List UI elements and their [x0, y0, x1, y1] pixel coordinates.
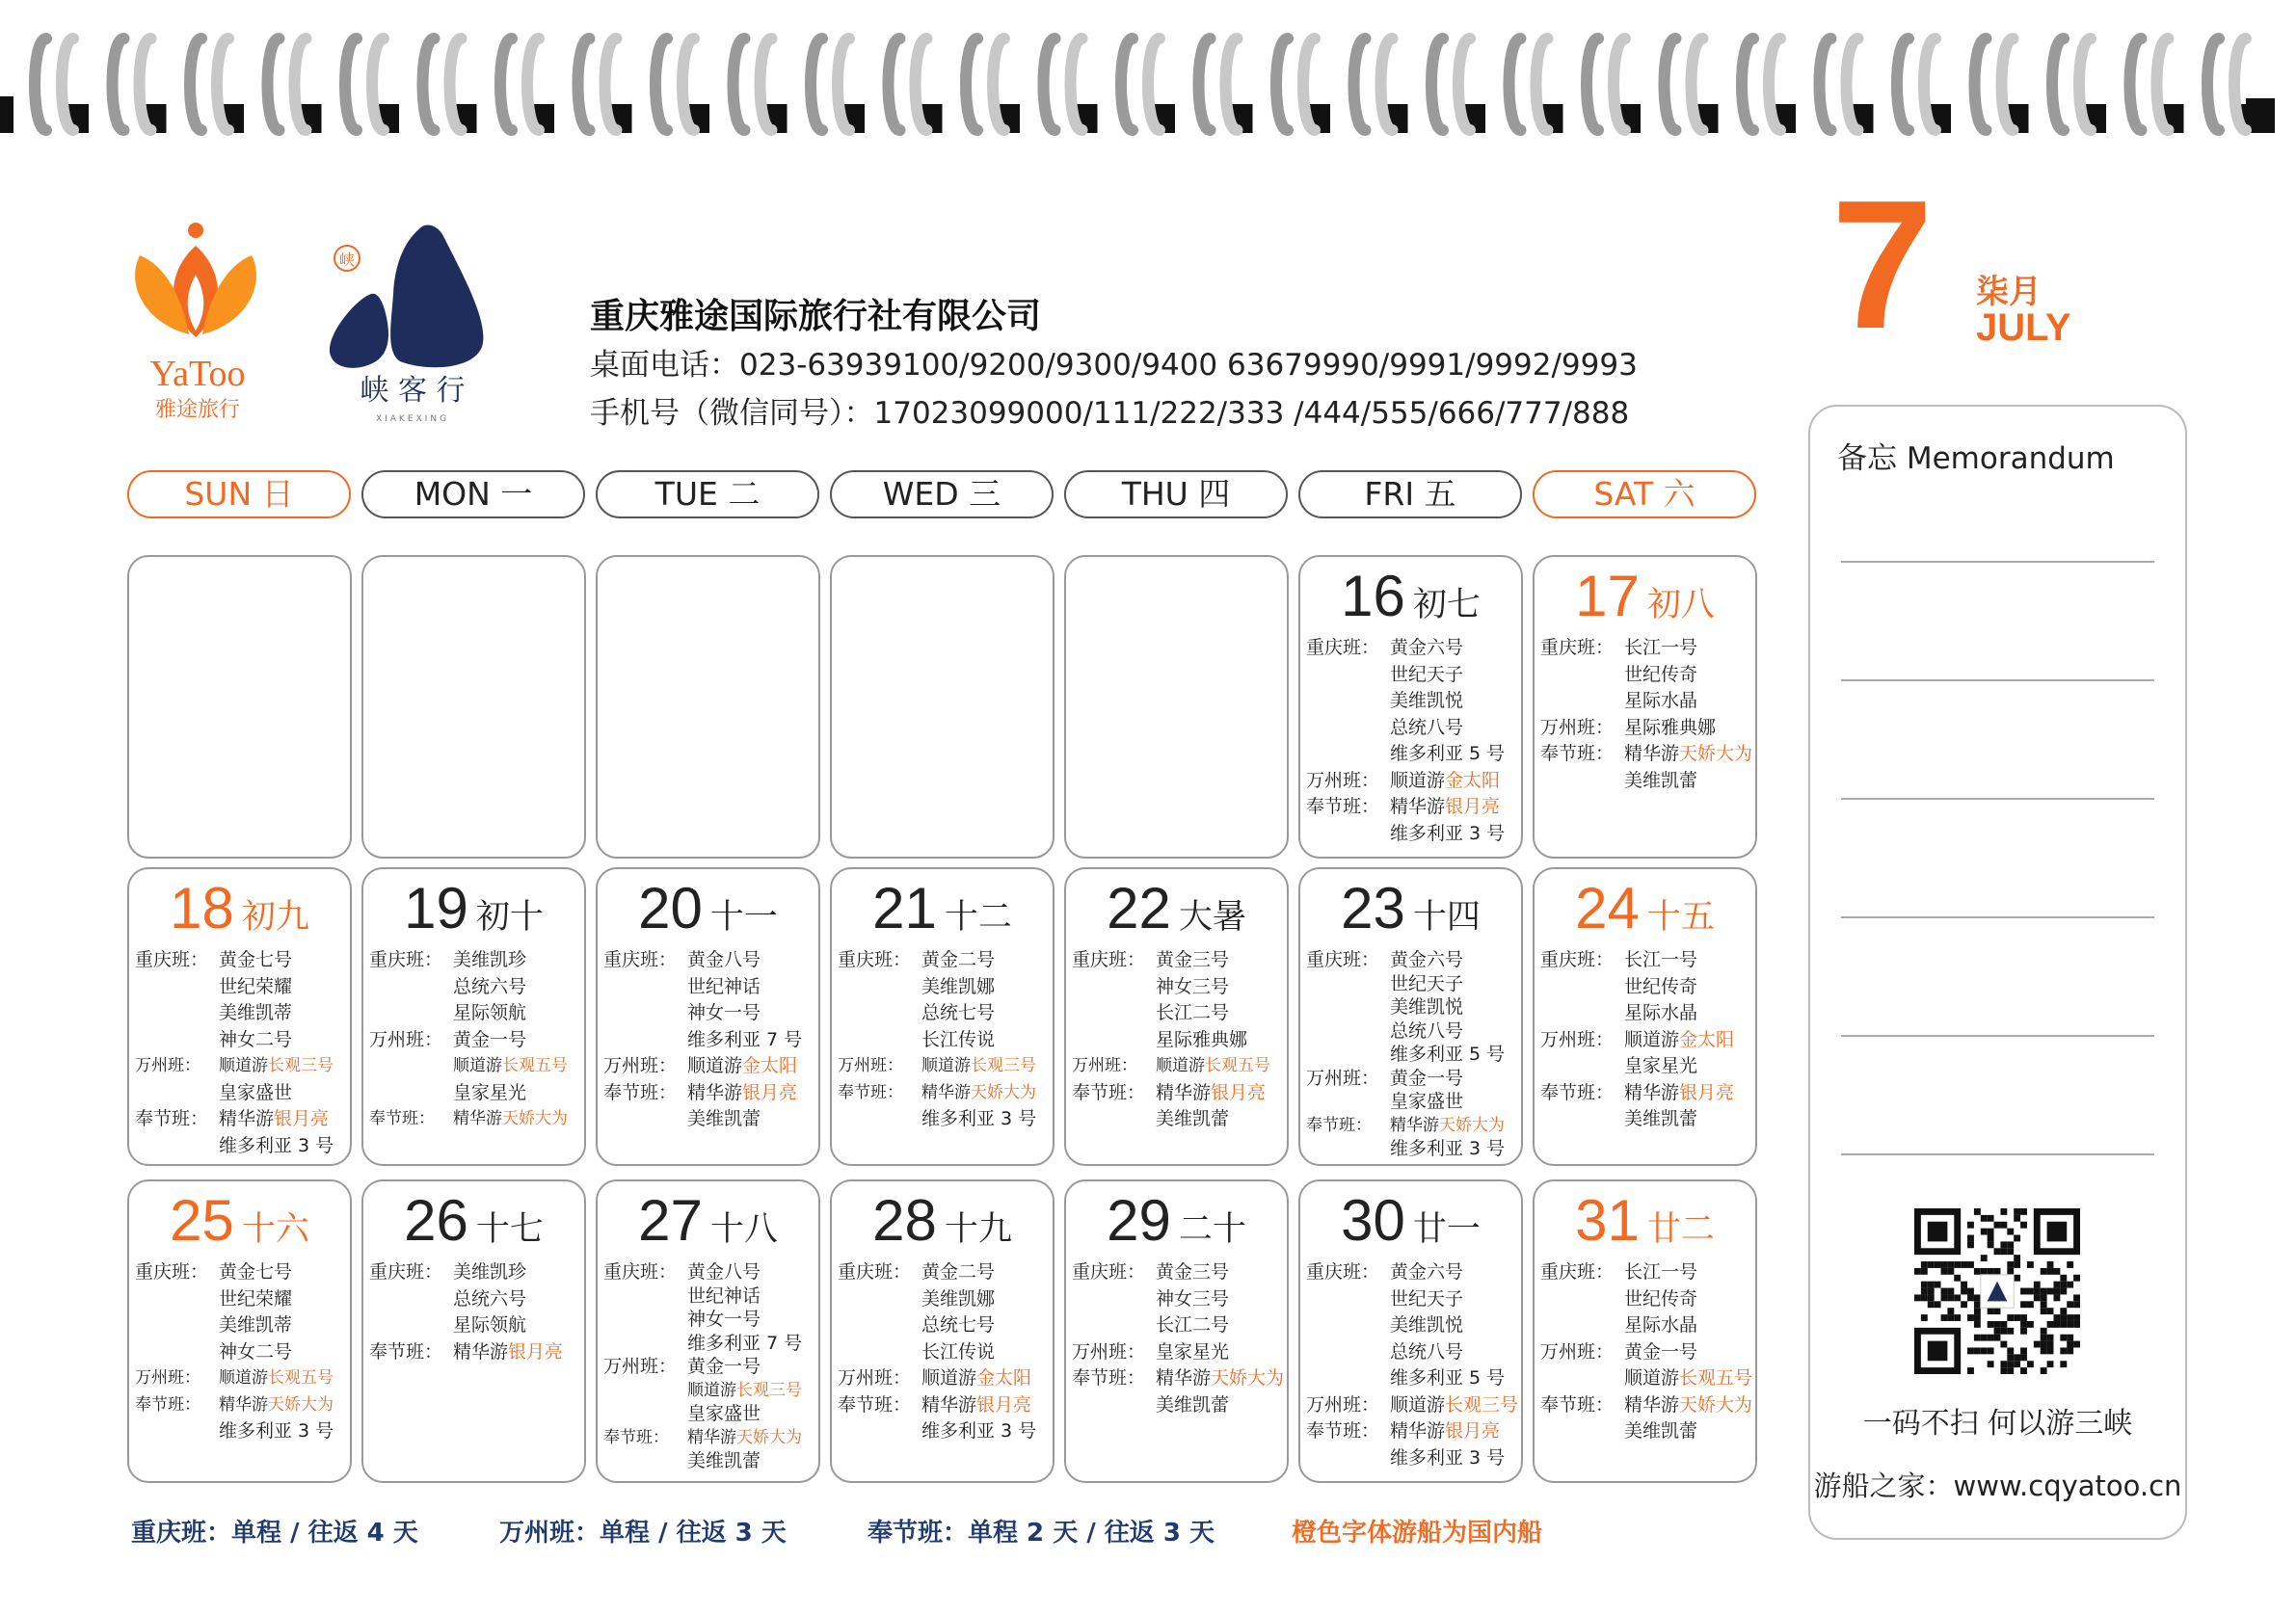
- ship-name: 顺道游金太阳: [687, 1055, 798, 1076]
- ship-name: 精华游天娇大为: [453, 1109, 568, 1128]
- route-label: 重庆班：: [838, 949, 912, 970]
- ship-name: 皇家星光: [1156, 1340, 1230, 1363]
- ship-name: 星际雅典娜: [1156, 1028, 1248, 1050]
- ship-name: 皇家盛世: [687, 1403, 761, 1424]
- ship-name: 维多利亚 3 号: [921, 1420, 1037, 1442]
- day-header: [129, 875, 350, 941]
- ship-name: 精华游银月亮: [1156, 1081, 1267, 1103]
- route-label: 万州班：: [603, 1055, 678, 1076]
- route-label: 奉节班：: [135, 1108, 209, 1129]
- ship-name: 世纪传奇: [1624, 1287, 1698, 1310]
- route-label: 重庆班：: [838, 1261, 912, 1283]
- route-label: 重庆班：: [1306, 1261, 1380, 1283]
- route-label: 重庆班：: [135, 949, 209, 970]
- ship-name: 黄金二号: [921, 1261, 996, 1283]
- ship-name: 黄金七号: [219, 949, 293, 970]
- route-label: 万州班：: [135, 1368, 200, 1388]
- day-number: 25: [170, 1188, 234, 1253]
- route-label: 万州班：: [603, 1356, 678, 1377]
- ship-name: 精华游天娇大为: [219, 1394, 334, 1415]
- route-label: 奉节班：: [1540, 743, 1615, 764]
- ship-name: 美维凯蕾: [1624, 1420, 1698, 1442]
- route-label: 重庆班：: [1072, 1261, 1146, 1283]
- ship-name: 星际雅典娜: [1624, 716, 1717, 738]
- day-header: [1535, 563, 1755, 629]
- ship-name: 长江传说: [921, 1028, 996, 1050]
- ship-name: 顺道游金太阳: [1624, 1028, 1735, 1050]
- day-number: 24: [1575, 876, 1640, 940]
- ship-name: 黄金六号: [1390, 1261, 1464, 1283]
- route-label: 重庆班：: [603, 1261, 678, 1283]
- ship-name: 神女二号: [219, 1028, 293, 1050]
- route-label: 万州班：: [1306, 1067, 1380, 1089]
- lunar-date: 二十: [1178, 1210, 1246, 1249]
- lunar-date: 十六: [241, 1210, 309, 1249]
- day-cell-31: [1533, 1179, 1757, 1483]
- ship-name: 顺道游长观五号: [1156, 1056, 1270, 1075]
- ship-name: 黄金三号: [1156, 949, 1230, 970]
- ship-name: 维多利亚 5 号: [1390, 743, 1506, 764]
- ship-name: 黄金二号: [921, 949, 996, 970]
- ship-name: 精华游天娇大为: [1390, 1115, 1505, 1135]
- weekday-wed: WED 三: [830, 470, 1054, 518]
- empty-day-cell: [361, 555, 586, 859]
- ship-name: 美维凯蒂: [219, 1314, 293, 1336]
- ship-name: 精华游天娇大为: [1156, 1367, 1285, 1389]
- ship-name: 顺道游金太阳: [1390, 769, 1501, 791]
- month-chinese: 柒月: [1976, 273, 2042, 311]
- ship-name: 美维凯娜: [921, 1287, 996, 1310]
- empty-day-cell: [1064, 555, 1289, 859]
- day-number: 27: [638, 1188, 703, 1253]
- ship-name: 皇家盛世: [1390, 1091, 1464, 1112]
- route-label: 重庆班：: [1540, 637, 1615, 658]
- day-header: [363, 875, 584, 941]
- ship-name: 神女三号: [1156, 975, 1230, 997]
- route-label: 奉节班：: [838, 1393, 912, 1416]
- ship-name: 黄金六号: [1390, 949, 1464, 970]
- day-number: 18: [170, 876, 234, 940]
- route-label: 奉节班：: [369, 1340, 443, 1363]
- memo-title: 备忘 Memorandum: [1837, 441, 2115, 476]
- day-number: 17: [1575, 564, 1640, 628]
- lunar-date: 廿一: [1412, 1210, 1481, 1249]
- day-cell-26: [361, 1179, 586, 1483]
- website-link[interactable]: 游船之家：www.cqyatoo.cn: [1813, 1469, 2182, 1502]
- ship-name: 维多利亚 7 号: [687, 1332, 803, 1354]
- ship-name: 顺道游长观五号: [453, 1056, 568, 1075]
- day-cell-16: [1298, 555, 1523, 859]
- ship-name: 星际领航: [453, 1002, 527, 1023]
- route-label: 万州班：: [1540, 716, 1615, 738]
- footer-fengjie-route: 奉节班：单程 2 天 / 往返 3 天: [868, 1519, 1215, 1548]
- ship-name: 总统八号: [1390, 1019, 1464, 1042]
- lunar-date: 初十: [475, 898, 544, 937]
- ship-name: 总统八号: [1390, 1340, 1464, 1363]
- route-label: 重庆班：: [1540, 1261, 1615, 1283]
- ship-name: 皇家星光: [453, 1081, 527, 1103]
- month-number: 7: [1831, 163, 1934, 367]
- svg-text:峡 客 行: 峡 客 行: [360, 374, 466, 408]
- ship-name: 长江一号: [1624, 637, 1698, 658]
- ship-name: 世纪神话: [687, 1284, 761, 1307]
- route-label: 万州班：: [1540, 1340, 1615, 1363]
- day-header: [1535, 875, 1755, 941]
- ship-name: 神女三号: [1156, 1287, 1230, 1310]
- route-label: 奉节班：: [369, 1109, 435, 1128]
- ship-name: 皇家星光: [1624, 1055, 1698, 1076]
- route-label: 重庆班：: [369, 949, 443, 970]
- ship-name: 美维凯娜: [921, 975, 996, 997]
- route-label: 奉节班：: [1540, 1081, 1615, 1103]
- empty-day-cell: [127, 555, 352, 859]
- ship-name: 顺道游金太阳: [921, 1367, 1032, 1389]
- route-label: 万州班：: [838, 1367, 912, 1389]
- ship-name: 总统七号: [921, 1002, 996, 1023]
- day-header: [1066, 1187, 1287, 1254]
- route-label: 万州班：: [135, 1056, 200, 1075]
- route-label: 奉节班：: [603, 1427, 669, 1447]
- route-label: 奉节班：: [1072, 1081, 1146, 1103]
- ship-name: 长江一号: [1624, 1261, 1698, 1283]
- weekday-sat: SAT 六: [1533, 470, 1756, 518]
- route-label: 奉节班：: [838, 1082, 903, 1102]
- ship-name: 维多利亚 3 号: [1390, 1446, 1506, 1469]
- route-label: 万州班：: [1540, 1028, 1615, 1050]
- ship-name: 世纪荣耀: [219, 975, 293, 997]
- month-english: JULY: [1976, 306, 2071, 349]
- ship-name: 世纪神话: [687, 975, 761, 997]
- route-label: 万州班：: [1306, 1393, 1380, 1416]
- day-cell-22: [1064, 867, 1289, 1166]
- ship-name: 维多利亚 5 号: [1390, 1367, 1506, 1389]
- ship-name: 精华游天娇大为: [1624, 743, 1753, 764]
- lunar-date: 十五: [1646, 898, 1715, 937]
- day-cell-17: [1533, 555, 1757, 859]
- ship-name: 黄金一号: [1390, 1067, 1464, 1089]
- ship-name: 黄金一号: [1624, 1340, 1698, 1363]
- ship-name: 维多利亚 3 号: [1390, 1138, 1506, 1159]
- ship-name: 黄金六号: [1390, 637, 1464, 658]
- ship-name: 总统六号: [453, 975, 527, 997]
- day-number: 29: [1107, 1188, 1171, 1253]
- route-label: 重庆班：: [1306, 637, 1380, 658]
- footer-note: 橙色字体游船为国内船: [1292, 1519, 1543, 1548]
- weekday-thu: THU 四: [1064, 470, 1288, 518]
- route-label: 奉节班：: [1306, 1115, 1372, 1135]
- day-header: [363, 1187, 584, 1254]
- route-label: 奉节班：: [603, 1081, 678, 1103]
- lunar-date: 十一: [709, 898, 778, 937]
- route-label: 重庆班：: [135, 1261, 209, 1283]
- route-label: 重庆班：: [603, 949, 678, 970]
- ship-name: 美维凯珍: [453, 1261, 527, 1283]
- day-cell-20: [596, 867, 820, 1166]
- ship-name: 世纪天子: [1390, 972, 1464, 994]
- weekday-fri: FRI 五: [1298, 470, 1522, 518]
- mobile-phone: 手机号（微信同号）：17023099000/111/222/333 /444/555/666/777/888: [590, 396, 1630, 431]
- svg-text:雅途旅行: 雅途旅行: [154, 398, 241, 422]
- day-number: 22: [1107, 876, 1171, 940]
- route-label: 奉节班：: [135, 1394, 200, 1415]
- day-cell-30: [1298, 1179, 1523, 1483]
- ship-name: 美维凯悦: [1390, 996, 1464, 1018]
- route-label: 万州班：: [1072, 1340, 1146, 1363]
- lunar-date: 大暑: [1178, 898, 1246, 937]
- qr-caption: 一码不扫 何以游三峡: [1862, 1407, 2133, 1441]
- day-header: [598, 875, 818, 941]
- ship-name: 精华游银月亮: [1390, 796, 1501, 817]
- route-label: 万州班：: [1072, 1056, 1137, 1075]
- desk-phone: 桌面电话：023-63939100/9200/9300/9400 63679990/9991/9992/9993: [590, 348, 1638, 383]
- ship-name: 黄金八号: [687, 1261, 761, 1283]
- footer-wanzhou-route: 万州班：单程 / 往返 3 天: [499, 1519, 787, 1548]
- ship-name: 顺道游长观三号: [219, 1056, 334, 1075]
- ship-name: 世纪传奇: [1624, 663, 1698, 685]
- empty-day-cell: [596, 555, 820, 859]
- ship-name: 长江传说: [921, 1340, 996, 1363]
- lunar-date: 初九: [241, 898, 309, 937]
- ship-name: 黄金七号: [219, 1261, 293, 1283]
- ship-name: 神女一号: [687, 1309, 761, 1330]
- footer-chongqing-route: 重庆班：单程 / 往返 4 天: [131, 1519, 418, 1548]
- yatoo-logo: [125, 217, 270, 429]
- company-name: 重庆雅途国际旅行社有限公司: [590, 297, 1042, 336]
- day-header: [1300, 1187, 1521, 1254]
- ship-name: 总统八号: [1390, 716, 1464, 738]
- route-label: 奉节班：: [1306, 796, 1380, 817]
- route-label: 万州班：: [1306, 769, 1380, 791]
- day-cell-27: [596, 1179, 820, 1483]
- ship-name: 美维凯悦: [1390, 690, 1464, 711]
- xiakexing-logo: [318, 217, 511, 429]
- ship-name: 维多利亚 3 号: [219, 1134, 334, 1156]
- ship-name: 总统七号: [921, 1314, 996, 1336]
- memo-panel: [1808, 405, 2187, 1540]
- route-label: 万州班：: [838, 1056, 903, 1075]
- ship-name: 维多利亚 5 号: [1390, 1044, 1506, 1065]
- day-number: 26: [404, 1188, 468, 1253]
- weekday-sun: SUN 日: [127, 470, 351, 518]
- day-cell-29: [1064, 1179, 1289, 1483]
- lunar-date: 初七: [1412, 586, 1481, 624]
- day-cell-23: [1298, 867, 1523, 1166]
- ship-name: 黄金一号: [687, 1356, 761, 1377]
- ship-name: 总统六号: [453, 1287, 527, 1310]
- ship-name: 精华游银月亮: [687, 1081, 798, 1103]
- day-header: [832, 1187, 1053, 1254]
- memo-line: [1841, 798, 2154, 800]
- memo-line: [1841, 916, 2154, 918]
- day-header: [598, 1187, 818, 1254]
- day-header: [1300, 875, 1521, 941]
- svg-text:YaToo: YaToo: [149, 354, 246, 394]
- ship-name: 长江二号: [1156, 1002, 1230, 1023]
- day-cell-21: [830, 867, 1055, 1166]
- day-number: 16: [1341, 564, 1405, 628]
- ship-name: 黄金八号: [687, 949, 761, 970]
- day-cell-19: [361, 867, 586, 1166]
- day-number: 28: [872, 1188, 937, 1253]
- ship-name: 维多利亚 3 号: [219, 1420, 334, 1442]
- day-number: 19: [404, 876, 468, 940]
- ship-name: 星际水晶: [1624, 1314, 1698, 1336]
- ship-name: 神女一号: [687, 1002, 761, 1023]
- qr-code[interactable]: [1914, 1208, 2080, 1374]
- lunar-date: 十二: [944, 898, 1012, 937]
- lunar-date: 十九: [944, 1210, 1012, 1249]
- weekday-mon: MON 一: [361, 470, 585, 518]
- route-label: 重庆班：: [1306, 949, 1380, 970]
- ship-name: 美维凯蕾: [687, 1450, 761, 1471]
- ship-name: 顺道游长观三号: [1390, 1393, 1519, 1416]
- lunar-date: 十四: [1412, 898, 1481, 937]
- route-label: 重庆班：: [369, 1261, 443, 1283]
- ship-name: 维多利亚 3 号: [1390, 822, 1506, 844]
- svg-text:峡: 峡: [338, 251, 356, 269]
- ship-name: 精华游银月亮: [453, 1340, 564, 1363]
- memo-line: [1841, 679, 2154, 681]
- ship-name: 顺道游长观五号: [1624, 1367, 1753, 1389]
- ship-name: 美维凯蕾: [687, 1108, 761, 1129]
- ship-name: 皇家盛世: [219, 1081, 293, 1103]
- ship-name: 美维凯悦: [1390, 1314, 1464, 1336]
- route-label: 奉节班：: [1306, 1420, 1380, 1442]
- ship-name: 顺道游长观三号: [921, 1056, 1036, 1075]
- svg-text:XIAKEXING: XIAKEXING: [375, 414, 450, 424]
- ship-name: 精华游天娇大为: [687, 1427, 802, 1447]
- day-number: 30: [1341, 1188, 1405, 1253]
- ship-name: 美维凯蕾: [1624, 769, 1698, 791]
- ship-name: 精华游天娇大为: [1624, 1393, 1753, 1416]
- ship-name: 精华游银月亮: [1624, 1081, 1735, 1103]
- day-cell-18: [127, 867, 352, 1166]
- ship-name: 世纪天子: [1390, 1287, 1464, 1310]
- ship-name: 黄金一号: [453, 1028, 527, 1050]
- ship-name: 黄金三号: [1156, 1261, 1230, 1283]
- day-header: [1066, 875, 1287, 941]
- ship-name: 美维凯蕾: [1156, 1108, 1230, 1129]
- ship-name: 长江一号: [1624, 949, 1698, 970]
- route-label: 重庆班：: [1540, 949, 1615, 970]
- ship-name: 美维凯蕾: [1624, 1108, 1698, 1129]
- route-label: 重庆班：: [1072, 949, 1146, 970]
- ship-name: 美维凯蒂: [219, 1002, 293, 1023]
- empty-day-cell: [830, 555, 1055, 859]
- day-header: [1535, 1187, 1755, 1254]
- day-header: [832, 875, 1053, 941]
- ship-name: 神女二号: [219, 1340, 293, 1363]
- ship-name: 顺道游长观五号: [219, 1368, 334, 1388]
- lunar-date: 初八: [1646, 586, 1715, 624]
- day-number: 21: [872, 876, 937, 940]
- route-label: 奉节班：: [1072, 1367, 1146, 1389]
- day-cell-25: [127, 1179, 352, 1483]
- ship-name: 精华游银月亮: [921, 1393, 1032, 1416]
- ship-name: 顺道游长观三号: [687, 1380, 802, 1400]
- lunar-date: 十七: [475, 1210, 544, 1249]
- ship-name: 美维凯蕾: [1156, 1393, 1230, 1416]
- lunar-date: 廿二: [1646, 1210, 1715, 1249]
- ship-name: 星际水晶: [1624, 1002, 1698, 1023]
- ship-name: 星际领航: [453, 1314, 527, 1336]
- weekday-tue: TUE 二: [596, 470, 819, 518]
- ship-name: 精华游银月亮: [219, 1108, 330, 1129]
- day-number: 23: [1341, 876, 1405, 940]
- ship-name: 星际水晶: [1624, 690, 1698, 711]
- ship-name: 世纪荣耀: [219, 1287, 293, 1310]
- ship-name: 美维凯珍: [453, 949, 527, 970]
- day-cell-24: [1533, 867, 1757, 1166]
- ship-name: 世纪天子: [1390, 663, 1464, 685]
- day-cell-28: [830, 1179, 1055, 1483]
- memo-line: [1841, 561, 2154, 563]
- ship-name: 维多利亚 3 号: [921, 1108, 1037, 1129]
- ship-name: 精华游天娇大为: [921, 1082, 1036, 1102]
- ship-name: 长江二号: [1156, 1314, 1230, 1336]
- lunar-date: 十八: [709, 1210, 778, 1249]
- day-number: 31: [1575, 1188, 1640, 1253]
- day-header: [1300, 563, 1521, 629]
- spiral-binding: [0, 0, 2296, 145]
- ship-name: 维多利亚 7 号: [687, 1028, 803, 1050]
- route-label: 万州班：: [369, 1028, 443, 1050]
- memo-line: [1841, 1153, 2154, 1155]
- day-number: 20: [638, 876, 703, 940]
- route-label: 奉节班：: [1540, 1393, 1615, 1416]
- ship-name: 精华游银月亮: [1390, 1420, 1501, 1442]
- ship-name: 世纪传奇: [1624, 975, 1698, 997]
- memo-line: [1841, 1035, 2154, 1037]
- day-header: [129, 1187, 350, 1254]
